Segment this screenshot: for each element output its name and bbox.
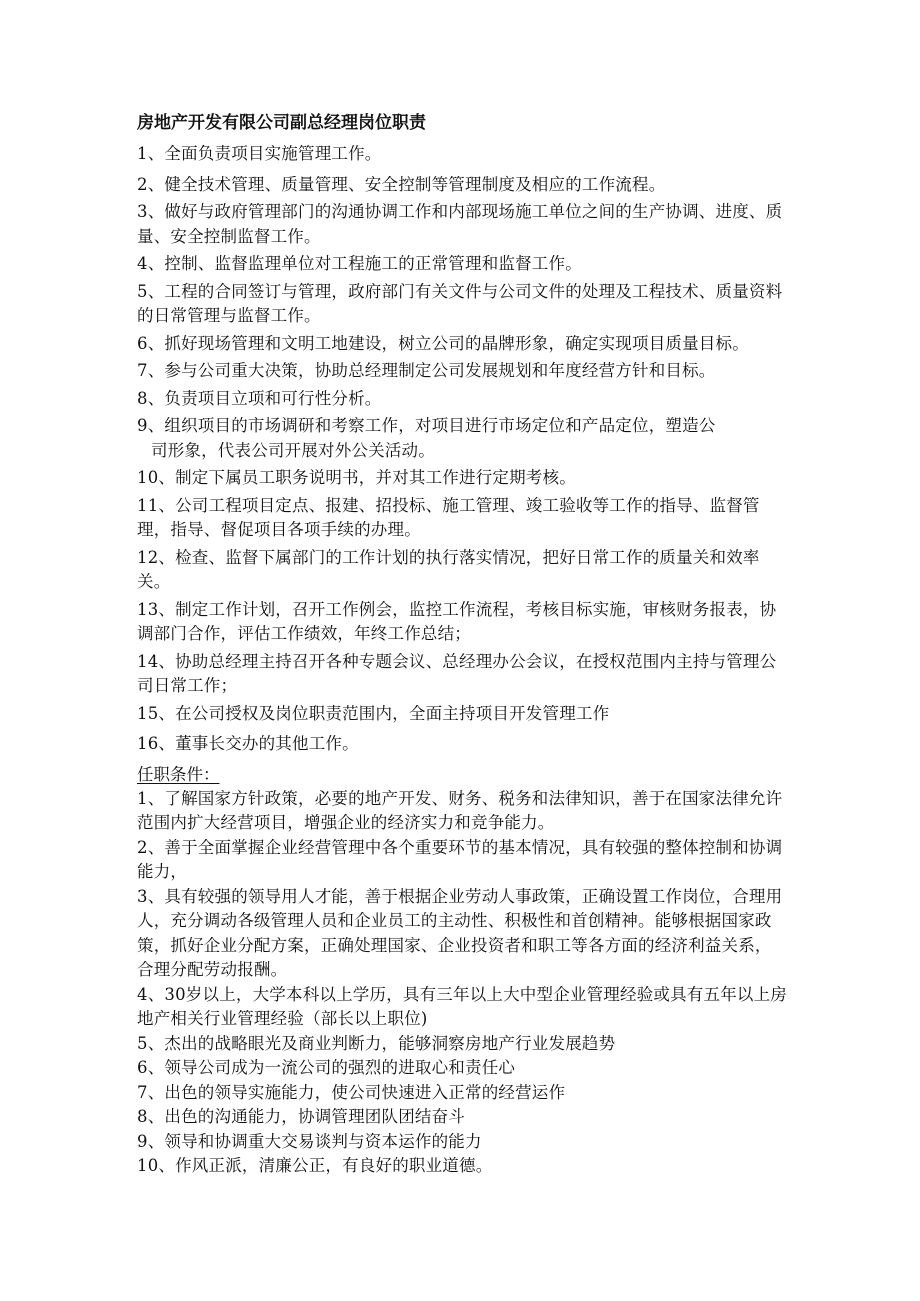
- duty-item: 1、全面负责项目实施管理工作。: [137, 144, 382, 163]
- requirements-list: [137, 787, 787, 1179]
- duty-item: 2、健全技术管理、质量管理、安全控制等管理制度及相应的工作流程。: [137, 174, 666, 194]
- duty-item: 9、组织项目的市场调研和考察工作，对项目进行市场定位和产品定位，塑造公: [137, 416, 716, 435]
- requirement-item: 5、杰出的战略眼光及商业判断力，能够洞察房地产行业发展趋势: [137, 1033, 616, 1053]
- duty-item: 10、制定下属员工职务说明书，并对其工作进行定期考核。: [137, 468, 576, 487]
- duty-item: 11、公司工程项目定点、报建、招投标、施工管理、竣工验收等工作的指导、监督管理，指导、督促项目各项手续的办理。: [137, 495, 760, 539]
- requirement-item: 1、了解国家方针政策，必要的地产开发、财务、税务和法律知识，善于在国家法律允许范围内扩大经营项目，增强企业的经济实力和竞争能力。: [137, 788, 783, 832]
- requirement-item: 3、具有较强的领导用人才能，善于根据企业劳动人事政策，正确设置工作岗位，合理用人，充分调动各级管理人员和企业员工的主动性、积极性和首创精神。能够根据国家政策，抓好企业分配方案，正确处理国家、企业投资者和职工等各方面的经济利益关系，合理分配劳动报酬。: [137, 886, 783, 979]
- requirement-item: 4、30岁以上，大学本科以上学历，具有三年以上大中型企业管理经验或具有五年以上房地产相关行业管理经验（部长以上职位): [137, 984, 787, 1028]
- duty-item: 13、制定工作计划，召开工作例会，监控工作流程，考核目标实施，审核财务报表，协调部门合作，评估工作绩效，年终工作总结；: [137, 599, 777, 643]
- requirements-heading: 任职条件：: [137, 764, 220, 784]
- requirement-item: 7、出色的领导实施能力，使公司快速进入正常的经营运作: [137, 1082, 566, 1102]
- document-body: [137, 108, 787, 1179]
- duty-item: 8、负责项目立项和可行性分析。: [137, 388, 382, 408]
- duty-item: 3、做好与政府管理部门的沟通协调工作和内部现场施工单位之间的生产协调、进度、质量、安全控制监督工作。: [137, 202, 783, 246]
- duty-item: 14、协助总经理主持召开各种专题会议、总经理办公会议，在授权范围内主持与管理公司日常工作；: [137, 651, 777, 695]
- duties-list: [137, 142, 787, 757]
- document-title: 房地产开发有限公司副总经理岗位职责: [137, 113, 426, 133]
- duty-item: 7、参与公司重大决策，协助总经理制定公司发展规划和年度经营方针和目标。: [137, 361, 716, 380]
- duty-item: 5、工程的合同签订与管理，政府部门有关文件与公司文件的处理及工程技术、质量资料的日常管理与监督工作。: [137, 281, 783, 325]
- requirement-item: 2、善于全面掌握企业经营管理中各个重要环节的基本情况，具有较强的整体控制和协调能力，: [137, 837, 783, 881]
- duty-item: 4、控制、监督监理单位对工程施工的正常管理和监督工作。: [137, 254, 582, 273]
- duty-item: 15、在公司授权及岗位职责范围内，全面主持项目开发管理工作: [137, 703, 610, 723]
- requirement-item: 10、作风正派，清廉公正，有良好的职业道德。: [137, 1156, 493, 1175]
- duty-item: 16、董事长交办的其他工作。: [137, 734, 359, 753]
- requirement-item: 8、出色的沟通能力，协调管理团队团结奋斗: [137, 1107, 465, 1126]
- duty-item-continuation: 司形象，代表公司开展对外公关活动。: [151, 440, 435, 460]
- requirement-item: 9、领导和协调重大交易谈判与资本运作的能力: [137, 1131, 482, 1151]
- requirement-item: 6、领导公司成为一流公司的强烈的进取心和责任心: [137, 1058, 516, 1077]
- duty-item: 6、抓好现场管理和文明工地建设，树立公司的晶牌形象，确定实现项目质量目标。: [137, 333, 749, 353]
- duty-item: 12、检查、监督下属部门的工作计划的执行落实情况，把好日常工作的质量关和效率关。: [137, 547, 760, 591]
